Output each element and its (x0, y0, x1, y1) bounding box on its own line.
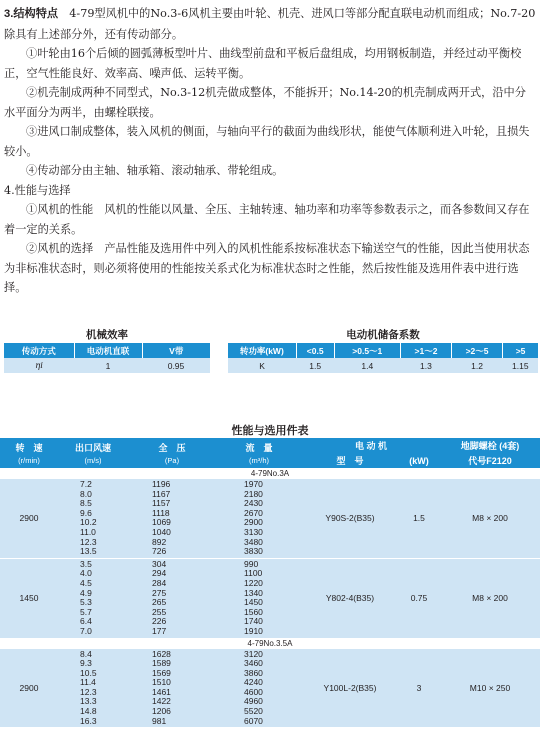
pressure-cell-value: 265 (152, 597, 167, 608)
velocity-cell-value: 11.0 (80, 526, 96, 537)
flow-cell-value: 4600 (244, 686, 263, 697)
pressure-cell-value: 1461 (152, 686, 171, 697)
velocity-cell-value: 6.4 (80, 616, 92, 627)
mech-header-1: 电动机直联 (74, 343, 142, 358)
motor-cell-5: 1.15 (503, 358, 538, 373)
flow-cell (216, 649, 302, 728)
flow-cell-value: 6070 (244, 715, 263, 726)
pressure-cell (128, 649, 216, 728)
section3-intro: 3.结构特点 4-79型风机中的No.3-6风机主要由叶轮、机壳、进风口等部分配直联电动机而组成；No.7-20除具有上述部分外，还有传动部分。 (4, 7, 536, 41)
header-speed: 转 速 (r/min) (0, 438, 58, 468)
performance-table (0, 438, 540, 727)
flow-cell-value: 1450 (244, 597, 263, 608)
section-header-row (0, 468, 540, 479)
velocity-cell-value: 11.4 (80, 677, 96, 688)
mech-header-0: 传动方式 (4, 343, 74, 358)
bolt-cell: M8 × 200 (440, 558, 540, 637)
motor-model-cell: Y100L-2(B35) (302, 649, 398, 728)
velocity-cell-value: 8.0 (80, 488, 92, 499)
flow-cell-value: 5520 (244, 706, 263, 717)
motor-header-1: <0.5 (296, 343, 334, 358)
velocity-cell-value: 4.0 (80, 568, 92, 579)
flow-cell-value: 3860 (244, 667, 263, 678)
pressure-cell-value: 304 (152, 558, 167, 569)
flow-cell-value: 1910 (244, 625, 263, 636)
motor-header-2: >0.5～1 (334, 343, 400, 358)
flow-cell (216, 558, 302, 637)
motor-reserve-table (228, 343, 538, 373)
motor-cell-4: 1.2 (452, 358, 503, 373)
velocity-cell-value: 16.3 (80, 715, 97, 726)
bolt-cell: M8 × 200 (440, 479, 540, 558)
section4-item-2: ②风机的选择 产品性能及选用件中列入的风机性能系按标准状态下输送空气的性能，因此当使用状态为非标准状态时，则必须将使用的性能按关系式化为标准状态时之性能，然后按性能及选用件表中进行选择。 (4, 242, 530, 294)
pressure-cell-value: 726 (152, 546, 167, 557)
pressure-cell-value: 294 (152, 568, 167, 579)
performance-table-body (0, 468, 540, 727)
header-power: (kW) (398, 453, 440, 468)
flow-cell-value: 4240 (244, 677, 263, 688)
velocity-cell (58, 479, 128, 558)
bolt-cell: M10 × 250 (440, 649, 540, 728)
motor-power-cell: 1.5 (398, 479, 440, 558)
velocity-cell-value: 8.5 (80, 498, 92, 509)
velocity-cell (58, 558, 128, 637)
motor-cell-k: K (228, 358, 296, 373)
speed-cell: 1450 (0, 558, 58, 637)
flow-cell-value: 3130 (244, 526, 263, 537)
motor-model-cell: Y802-4(B35) (302, 558, 398, 637)
velocity-cell-value: 8.4 (80, 648, 92, 659)
pressure-cell-value: 177 (152, 625, 167, 636)
pressure-cell-value: 284 (152, 577, 167, 588)
flow-cell-value: 990 (244, 558, 259, 569)
motor-header-0: 转功率(kW) (228, 343, 296, 358)
velocity-cell-value: 5.7 (80, 606, 92, 617)
mech-cell-direct: 1 (74, 358, 142, 373)
flow-cell-value: 1100 (244, 568, 263, 579)
body-text (4, 4, 536, 298)
flow-cell-value: 1560 (244, 606, 263, 617)
pressure-cell-value: 1167 (152, 488, 171, 499)
pressure-cell-value: 275 (152, 587, 167, 598)
pressure-cell-value: 892 (152, 536, 167, 547)
motor-power-cell: 0.75 (398, 558, 440, 637)
velocity-cell-value: 13.3 (80, 696, 97, 707)
flow-cell-value: 3120 (244, 648, 263, 659)
pressure-cell-value: 1510 (152, 677, 171, 688)
pressure-cell-value: 1206 (152, 706, 171, 717)
pressure-cell-value: 1589 (152, 658, 171, 669)
mech-table-title: 机械效率 (86, 329, 128, 341)
motor-power-cell: 3 (398, 649, 440, 728)
pressure-cell-value: 1569 (152, 667, 171, 678)
velocity-cell-value: 14.8 (80, 706, 97, 717)
velocity-cell (58, 649, 128, 728)
flow-cell-value: 1340 (244, 587, 263, 598)
velocity-cell-value: 5.3 (80, 597, 92, 608)
pressure-cell-value: 981 (152, 715, 167, 726)
pressure-cell-value: 1040 (152, 526, 171, 537)
speed-cell: 2900 (0, 479, 58, 558)
flow-cell-value: 2900 (244, 517, 263, 528)
flow-cell-value: 3480 (244, 536, 263, 547)
motor-header-5: >5 (503, 343, 538, 358)
section3-item-2: ②机壳制成两种不同型式，No.3-12机壳做成整体，不能拆开；No.14-20的机壳制成两开式，沿中分水平面分为两半，由螺栓联接。 (4, 86, 526, 119)
mech-efficiency-table (4, 343, 210, 373)
speed-cell: 2900 (0, 649, 58, 728)
section-name: 4-79No.3.5A (0, 638, 540, 649)
motor-header-3: >1～2 (400, 343, 451, 358)
flow-cell-value: 3460 (244, 658, 263, 669)
header-bolt: 地脚螺栓 (4套) (440, 438, 540, 453)
flow-cell-value: 2180 (244, 488, 263, 499)
velocity-cell-value: 9.6 (80, 507, 92, 518)
section-header-row (0, 638, 540, 649)
perf-table-title: 性能与选用件表 (231, 425, 309, 437)
mech-cell-label: ηi (4, 358, 74, 373)
header-pressure: 全 压 (Pa) (128, 438, 216, 468)
velocity-cell-value: 10.2 (80, 517, 97, 528)
section-name: 4-79No.3A (0, 468, 540, 479)
pressure-cell-value: 255 (152, 606, 167, 617)
flow-cell-value: 2430 (244, 498, 263, 509)
velocity-cell-value: 3.5 (80, 558, 92, 569)
flow-cell (216, 479, 302, 558)
pressure-cell-value: 226 (152, 616, 167, 627)
table-row (0, 649, 540, 728)
pressure-cell-value: 1422 (152, 696, 171, 707)
mech-cell-vbelt: 0.95 (142, 358, 210, 373)
section4-item-1: ①风机的性能 风机的性能以风量、全压、主轴转速、轴功率和功率等参数表示之，而各参数间又存在着一定的关系。 (4, 203, 530, 236)
section3-item-3: ③进风口制成整体，装入风机的侧面，与轴向平行的截面为曲线形状，能使气体顺利进入叶轮，且损失较小。 (4, 125, 530, 158)
motor-header-4: >2～5 (452, 343, 503, 358)
motor-cell-2: 1.4 (334, 358, 400, 373)
flow-cell-value: 1970 (244, 479, 263, 489)
velocity-cell-value: 7.0 (80, 625, 92, 636)
header-model: 型 号 (302, 453, 398, 468)
header-bolt-code: 代号F2120 (440, 453, 540, 468)
velocity-cell-value: 10.5 (80, 667, 97, 678)
table-row (0, 558, 540, 637)
velocity-cell-value: 7.2 (80, 479, 92, 489)
header-flow: 流 量 (m³/h) (216, 438, 302, 468)
header-motor: 电 动 机 (302, 438, 440, 453)
flow-cell-value: 4960 (244, 696, 263, 707)
pressure-cell-value: 1628 (152, 648, 171, 659)
pressure-cell (128, 558, 216, 637)
pressure-cell-value: 1196 (152, 479, 171, 489)
pressure-cell-value: 1069 (152, 517, 171, 528)
flow-cell-value: 2670 (244, 507, 263, 518)
velocity-cell-value: 13.5 (80, 546, 97, 557)
section3-item-4: ④传动部分由主轴、轴承箱、滚动轴承、带轮组成。 (26, 164, 284, 177)
motor-cell-3: 1.3 (400, 358, 451, 373)
pressure-cell (128, 479, 216, 558)
table-row (0, 479, 540, 558)
flow-cell-value: 1220 (244, 577, 263, 588)
pressure-cell-value: 1157 (152, 498, 171, 509)
flow-cell-value: 3830 (244, 546, 263, 557)
velocity-cell-value: 4.9 (80, 587, 92, 598)
section3-item-1: ①叶轮由16个后倾的圆弧薄板型叶片、曲线型前盘和平板后盘组成，均用钢板制造，并经过动平衡校正，空气性能良好、效率高、噪声低、运转平衡。 (4, 47, 522, 80)
motor-table-title: 电动机储备系数 (346, 329, 420, 341)
velocity-cell-value: 12.3 (80, 536, 97, 547)
header-velocity: 出口风速 (m/s) (58, 438, 128, 468)
pressure-cell-value: 1118 (152, 507, 170, 518)
velocity-cell-value: 12.3 (80, 686, 97, 697)
flow-cell-value: 1740 (244, 616, 263, 627)
velocity-cell-value: 9.3 (80, 658, 92, 669)
velocity-cell-value: 4.5 (80, 577, 92, 588)
mech-header-2: V带 (142, 343, 210, 358)
section4-heading: 4.性能与选择 (4, 183, 71, 197)
section3-heading: 3.结构特点 (4, 8, 59, 20)
motor-model-cell: Y90S-2(B35) (302, 479, 398, 558)
motor-cell-1: 1.5 (296, 358, 334, 373)
